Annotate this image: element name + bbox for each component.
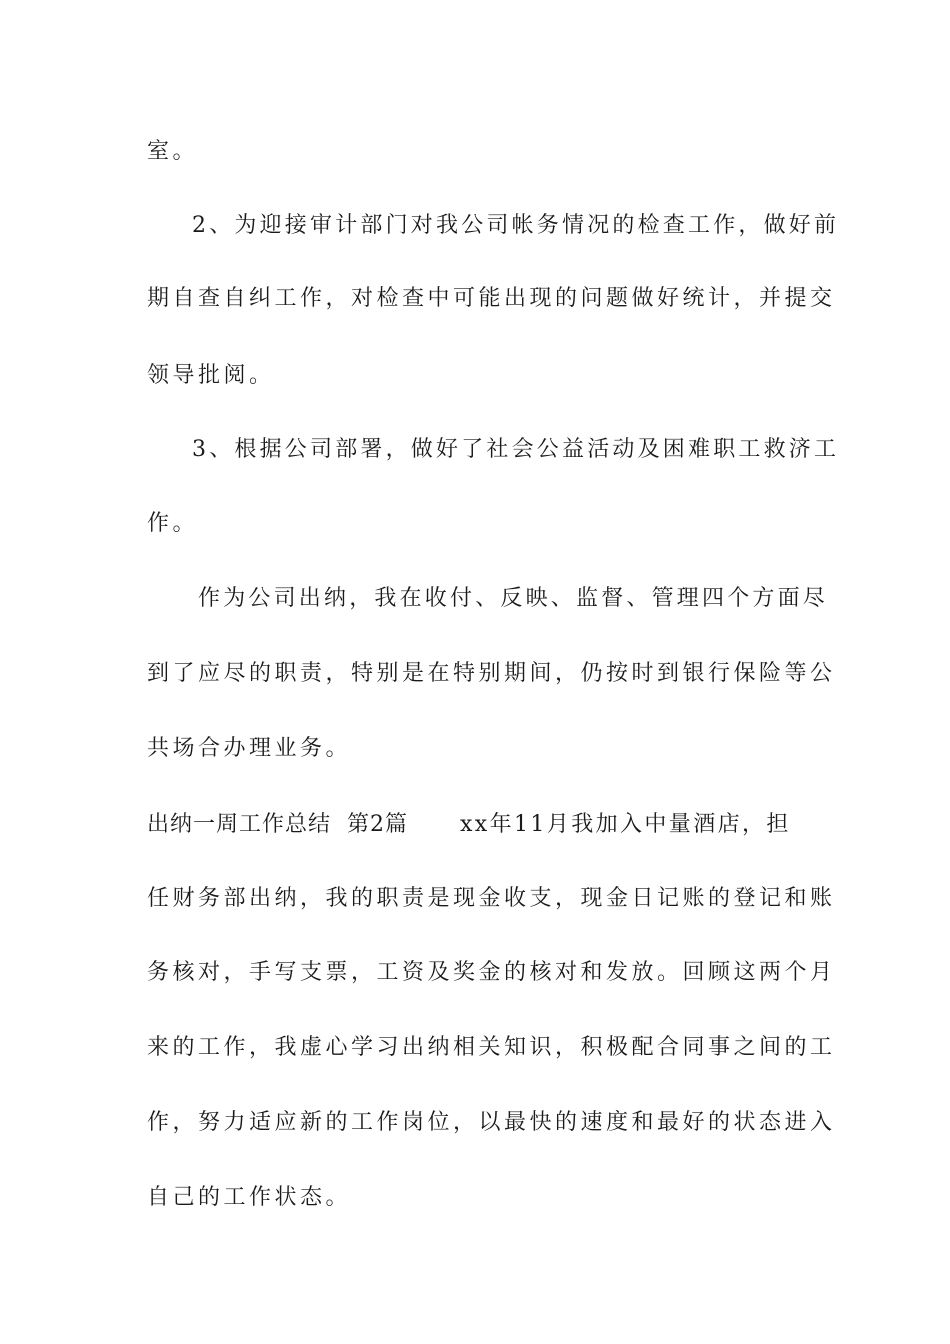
paragraph-line: 到了应尽的职责，特别是在特别期间，仍按时到银行保险等公 bbox=[147, 661, 836, 686]
paragraph-line: 领导批阅。 bbox=[147, 363, 275, 388]
section-heading-row bbox=[147, 811, 807, 839]
paragraph-line: 作为公司出纳，我在收付、反映、监督、管理四个方面尽 bbox=[198, 586, 829, 611]
paragraph-line: 共场合办理业务。 bbox=[147, 736, 352, 761]
paragraph-line: 3、根据公司部署，做好了社会公益活动及困难职工救济工 bbox=[192, 437, 840, 462]
paragraph-line: 2、为迎接审计部门对我公司帐务情况的检查工作，做好前 bbox=[192, 213, 840, 238]
paragraph-line: 作。 bbox=[147, 511, 199, 536]
paragraph-line: 室。 bbox=[147, 139, 199, 164]
paragraph-line: 来的工作，我虚心学习出纳相关知识，积极配合同事之间的工 bbox=[147, 1035, 836, 1060]
paragraph-line: xx年11月我加入中量酒店，担 bbox=[459, 812, 791, 837]
paragraph-line: 作，努力适应新的工作岗位，以最快的速度和最好的状态进入 bbox=[147, 1110, 836, 1135]
paragraph-line: 期自查自纠工作，对检查中可能出现的问题做好统计，并提交 bbox=[147, 286, 836, 311]
paragraph-line: 任财务部出纳，我的职责是现金收支，现金日记账的登记和账 bbox=[147, 886, 836, 911]
paragraph-line: 自己的工作状态。 bbox=[147, 1185, 352, 1210]
paragraph-line: 务核对，手写支票，工资及奖金的核对和发放。回顾这两个月 bbox=[147, 960, 836, 985]
section-heading: 出纳一周工作总结 第2篇 bbox=[147, 812, 408, 837]
